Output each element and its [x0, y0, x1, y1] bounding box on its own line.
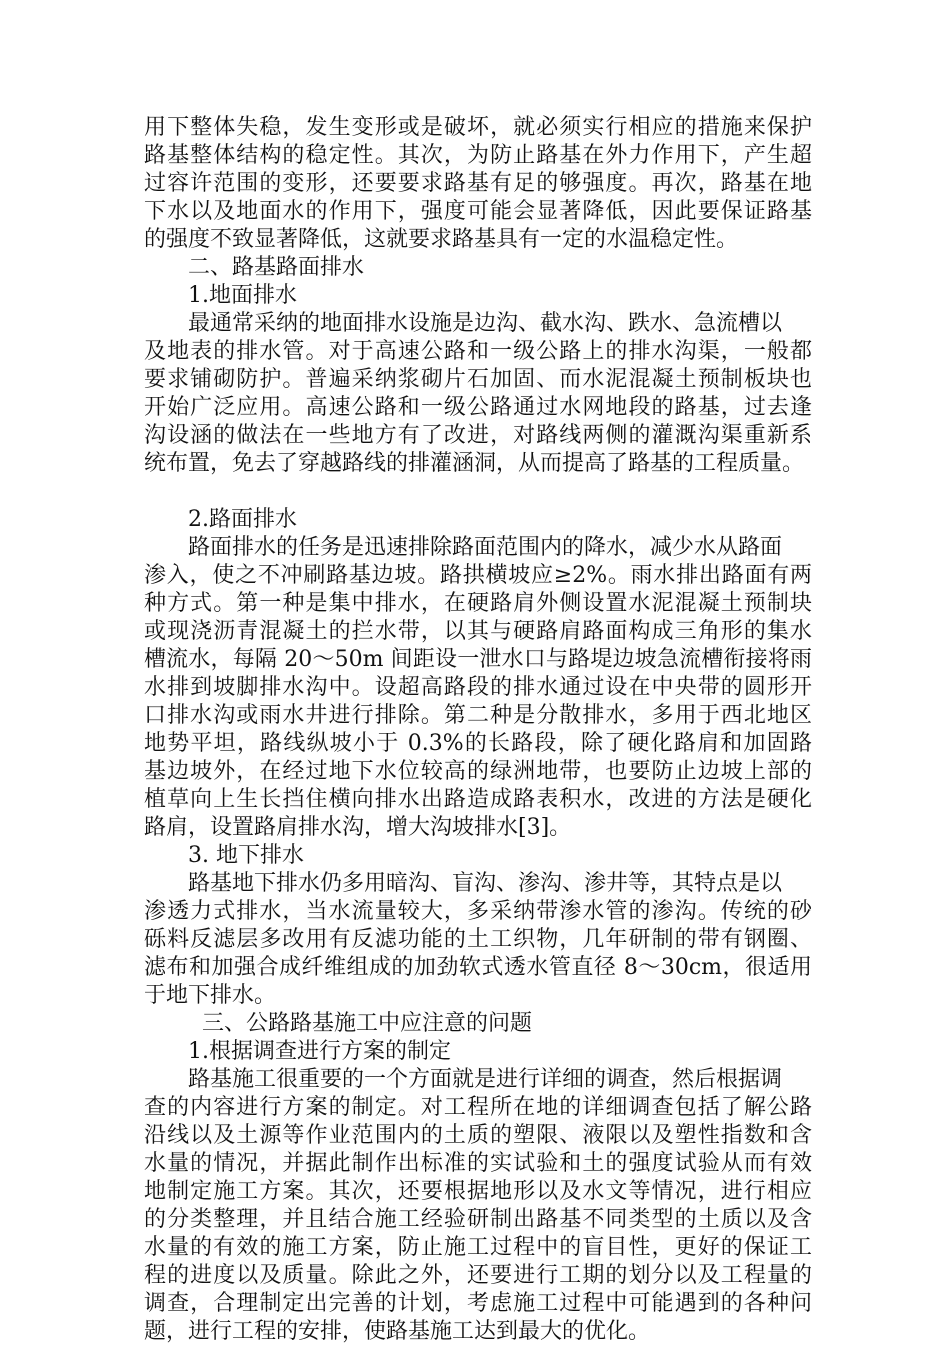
text-line: 过容许范围的变形，还要要求路基有足的够强度。再次，路基在地: [144, 171, 812, 196]
blank-line: [144, 478, 812, 506]
text-line: 查的内容进行方案的制定。对工程所在地的详细调查包括了解公路: [144, 1095, 812, 1120]
text-line: 沿线以及土源等作业范围内的土质的塑限、液限以及塑性指数和含: [144, 1123, 812, 1148]
text-line: 路面排水的任务是迅速排除路面范围内的降水，减少水从路面: [188, 535, 783, 560]
document-body: [144, 114, 812, 1346]
text-line: 渗入，使之不冲刷路基边坡。路拱横坡应≥2%。雨水排出路面有两: [144, 563, 812, 588]
text-line: 统布置，免去了穿越路线的排灌涵洞，从而提高了路基的工程质量。: [144, 451, 805, 476]
text-line: 基边坡外，在经过地下水位较高的绿洲地带，也要防止边坡上部的: [144, 759, 812, 784]
text-line: 2.路面排水: [188, 507, 297, 532]
text-line: 植草向上生长挡住横向排水出路造成路表积水，改进的方法是硬化: [144, 787, 812, 812]
text-line: 水量的有效的施工方案，防止施工过程中的盲目性，更好的保证工: [144, 1235, 812, 1260]
text-line: 题，进行工程的安排，使路基施工达到最大的优化。: [144, 1319, 651, 1344]
text-line: 水排到坡脚排水沟中。设超高路段的排水通过设在中央带的圆形开: [144, 675, 812, 700]
text-line: 滤布和加强合成纤维组成的加劲软式透水管直径 8～30cm，很适用: [144, 955, 812, 980]
text-line: 地制定施工方案。其次，还要根据地形以及水文等情况，进行相应: [144, 1179, 812, 1204]
text-line: 路肩，设置路肩排水沟，增大沟坡排水[3]。: [144, 815, 572, 840]
text-line: 用下整体失稳，发生变形或是破坏，就必须实行相应的措施来保护: [144, 115, 812, 140]
text-line: 1.地面排水: [188, 283, 297, 308]
text-line: 地势平坦，路线纵坡小于 0.3%的长路段，除了硬化路肩和加固路: [144, 731, 812, 756]
text-line: 沟设涵的做法在一些地方有了改进，对路线两侧的灌溉沟渠重新系: [144, 423, 812, 448]
text-line: 水量的情况，并据此制作出标准的实试验和土的强度试验从而有效: [144, 1151, 812, 1176]
text-line: 二、路基路面排水: [188, 255, 365, 280]
text-line: 口排水沟或雨水井进行排除。第二种是分散排水，多用于西北地区: [144, 703, 812, 728]
text-line: 渗透力式排水，当水流量较大，多采纳带渗水管的渗沟。传统的砂: [144, 899, 812, 924]
text-line: 槽流水，每隔 20～50m 间距设一泄水口与路堤边坡急流槽衔接将雨: [144, 647, 812, 672]
text-line: 调查，合理制定出完善的计划，考虑施工过程中可能遇到的各种问: [144, 1291, 812, 1316]
text-line: 下水以及地面水的作用下，强度可能会显著降低，因此要保证路基: [144, 199, 812, 224]
text-line: 路基地下排水仍多用暗沟、盲沟、渗沟、渗井等，其特点是以: [188, 871, 783, 896]
text-line: 3. 地下排水: [188, 843, 304, 868]
text-line: 要求铺砌防护。普遍采纳浆砌片石加固、而水泥混凝土预制板块也: [144, 367, 812, 392]
text-line: 种方式。第一种是集中排水，在硬路肩外侧设置水泥混凝土预制块: [144, 591, 812, 616]
text-line: 三、公路路基施工中应注意的问题: [202, 1011, 533, 1036]
text-line: 于地下排水。: [144, 983, 277, 1008]
text-line: 开始广泛应用。高速公路和一级公路通过水网地段的路基，过去逢: [144, 395, 812, 420]
text-line: 路基整体结构的稳定性。其次，为防止路基在外力作用下，产生超: [144, 143, 812, 168]
text-line: 1.根据调查进行方案的制定: [188, 1039, 451, 1064]
text-line: 程的进度以及质量。除此之外，还要进行工期的划分以及工程量的: [144, 1263, 812, 1288]
text-line: 及地表的排水管。对于高速公路和一级公路上的排水沟渠，一般都: [144, 339, 812, 364]
text-line: 砾料反滤层多改用有反滤功能的土工织物，几年研制的带有钢圈、: [144, 927, 812, 952]
text-line: 路基施工很重要的一个方面就是进行详细的调查，然后根据调: [188, 1067, 783, 1092]
text-line: 最通常采纳的地面排水设施是边沟、截水沟、跌水、急流槽以: [188, 311, 783, 336]
text-line: 的强度不致显著降低，这就要求路基具有一定的水温稳定性。: [144, 227, 739, 252]
text-line: 或现浇沥青混凝土的拦水带，以其与硬路肩路面构成三角形的集水: [144, 619, 812, 644]
text-line: 的分类整理，并且结合施工经验研制出路基不同类型的土质以及含: [144, 1207, 812, 1232]
